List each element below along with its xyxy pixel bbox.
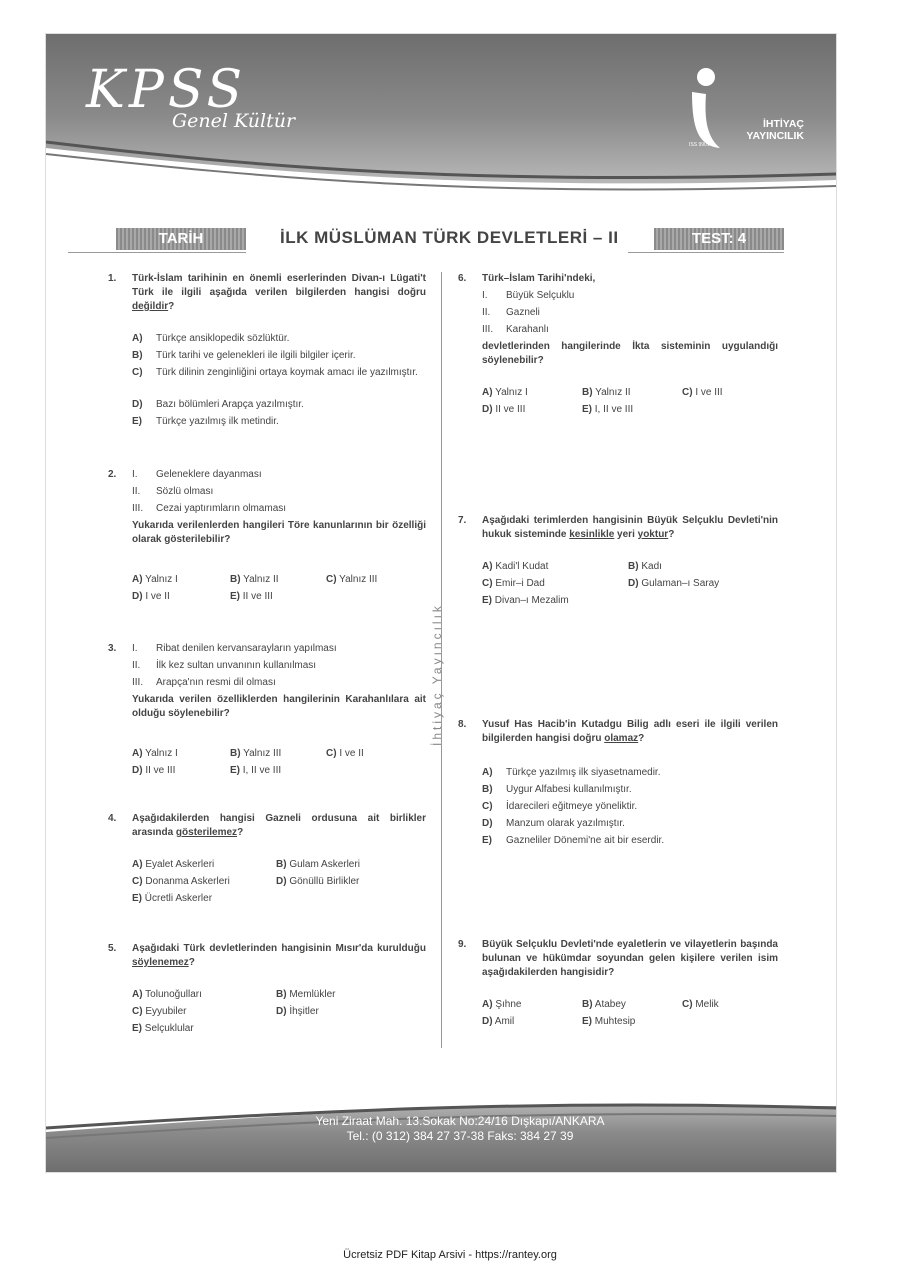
test-tag: TEST: 4 [654,228,784,250]
question-text: Türk-İslam tarihinin en önemli eserlerinden Divan-ı Lügati't Türk ile ilgili aşağıda verilen bilgilerden hangisi doğru değildir? [132,273,426,312]
roman-item: II. İlk kez sultan unvanının kullanılması [132,660,317,671]
option-b[interactable]: B) Yalnız II [230,574,279,585]
option-a[interactable]: A) Türkçe ansiklopedik sözlüktür. [132,333,290,344]
roman-item: III. Karahanlı [482,324,549,335]
option-c[interactable]: C) Melik [682,999,719,1010]
option-e[interactable]: E) I, II ve III [230,765,282,776]
option-b[interactable]: B) Kadı [628,561,662,572]
left-column [108,272,426,1072]
option-e[interactable]: E) Divan–ı Mezalim [482,595,569,606]
question-number: 9. [458,939,467,950]
roman-item: II. Gazneli [482,307,540,318]
subject-tag: TARİH [116,228,246,250]
roman-item: I. Geleneklere dayanması [132,469,262,480]
option-c[interactable]: C) Eyyubiler [132,1006,187,1017]
kpss-logo: KPSS [86,60,247,120]
option-d[interactable]: D) II ve III [482,404,526,415]
option-e[interactable]: E) Gazneliler Dönemi'ne ait bir eserdir. [482,835,665,846]
publisher-side-text: İhtiyaç Yayıncılık [430,603,444,746]
question-number: 5. [108,943,117,954]
option-a[interactable]: A) Yalnız I [132,574,178,585]
option-b[interactable]: B) Yalnız III [230,748,282,759]
option-a[interactable]: A) Yalnız I [482,387,528,398]
option-c[interactable]: C) I ve III [682,387,723,398]
question-text: Aşağıdakilerden hangisi Gazneli ordusuna ait birlikler arasında gösterilemez? [132,813,426,838]
option-e[interactable]: E) Muhtesip [582,1016,636,1027]
question-text: Aşağıdaki Türk devletlerinden hangisinin Mısır'da kurulduğu söylenemez? [132,943,426,968]
option-c[interactable]: C) Yalnız III [326,574,378,585]
option-a[interactable]: A) Türkçe yazılmış ilk siyasetnamedir. [482,767,661,778]
question-number: 3. [108,643,117,654]
option-b[interactable]: B) Yalnız II [582,387,631,398]
option-c[interactable]: C) Türk dilinin zenginliğini ortaya koymak amacı ile yazılmıştır. [132,367,418,378]
option-b[interactable]: B) Türk tarihi ve gelenekleri ile ilgili bilgiler içerir. [132,350,356,361]
option-a[interactable]: A) Kadi'l Kudat [482,561,549,572]
option-a[interactable]: A) Tolunoğulları [132,989,202,1000]
option-e[interactable]: E) Türkçe yazılmış ilk metindir. [132,416,279,427]
option-c[interactable]: C) I ve II [326,748,364,759]
option-d[interactable]: D) Manzum olarak yazılmıştır. [482,818,625,829]
roman-item: I. Ribat denilen kervansarayların yapılması [132,643,337,654]
option-d[interactable]: D) Gulaman–ı Saray [628,578,720,589]
question-head: Türk–İslam Tarihi'ndeki, [482,273,596,284]
option-a[interactable]: A) Eyalet Askerleri [132,859,215,870]
option-b[interactable]: B) Uygur Alfabesi kullanılmıştır. [482,784,632,795]
option-a[interactable]: A) Yalnız I [132,748,178,759]
option-d[interactable]: D) Bazı bölümleri Arapça yazılmıştır. [132,399,304,410]
option-d[interactable]: D) Amil [482,1016,515,1027]
option-a[interactable]: A) Şıhne [482,999,522,1010]
option-d[interactable]: D) II ve III [132,765,176,776]
question-number: 1. [108,273,117,284]
bottom-source-note: Ücretsiz PDF Kitap Arsivi - https://rantey.org [343,1249,557,1261]
option-e[interactable]: E) Ücretli Askerler [132,893,213,904]
logo-subtitle: Genel Kültür [172,110,296,132]
option-c[interactable]: C) Emir–i Dad [482,578,545,589]
question-number: 8. [458,719,467,730]
option-c[interactable]: C) İdarecileri eğitmeye yöneliktir. [482,801,638,812]
question-number: 2. [108,469,117,480]
address-line: Yeni Ziraat Mah. 13.Sokak No:24/16 Dışkapı/ANKARA [315,1114,605,1128]
roman-item: III. Cezai yaptırımların olmaması [132,503,287,514]
question-text: Yusuf Has Hacib'in Kutadgu Bilig adlı eseri ile ilgili verilen bilgilerden hangisi doğru olamaz? [482,719,778,744]
roman-item: III. Arapça'nın resmi dil olması [132,677,276,688]
page-title: İLK MÜSLÜMAN TÜRK DEVLETLERİ – II [280,228,619,247]
option-e[interactable]: E) II ve III [230,591,273,602]
question-text: devletlerinden hangilerinde İkta sisteminin uygulandığı söylenebilir? [482,341,778,366]
test-tag-underline [628,252,784,253]
question-text: Büyük Selçuklu Devleti'nde eyaletlerin ve vilayetlerin başında bulunan ve hükümdar soyundan gelen kişilere verilen isim aşağıdakilerden hangisidir? [482,939,778,978]
title-row [68,226,747,256]
subject-tag-underline [68,252,246,253]
question-number: 4. [108,813,117,824]
roman-item: I. Büyük Selçuklu [482,290,575,301]
footer-address [300,1114,620,1144]
worksheet-page [46,34,836,1172]
question-text: Yukarıda verilen özelliklerden hangilerinin Karahanlılara ait olduğu söylenebilir? [132,694,426,719]
option-b[interactable]: B) Atabey [582,999,626,1010]
option-e[interactable]: E) I, II ve III [582,404,634,415]
option-d[interactable]: D) İhşitler [276,1006,319,1017]
roman-item: II. Sözlü olması [132,486,214,497]
question-text: Yukarıda verilenlerden hangileri Töre kanunlarının bir özelliği olarak gösterilebilir? [132,520,426,545]
right-column [458,272,778,1072]
option-d[interactable]: D) Gönüllü Birlikler [276,876,360,887]
option-b[interactable]: B) Gulam Askerleri [276,859,360,870]
option-e[interactable]: E) Selçuklular [132,1023,194,1034]
option-d[interactable]: D) I ve II [132,591,170,602]
option-c[interactable]: C) Donanma Askerleri [132,876,230,887]
question-text: Aşağıdaki terimlerden hangisinin Büyük Selçuklu Devleti'nin hukuk sisteminde kesinlikle yeri yoktur? [482,515,778,540]
publisher-name: İHTİYAÇ YAYINCILIK [746,118,804,142]
isbn-text: ISS 9901 [689,142,710,148]
option-b[interactable]: B) Memlükler [276,989,336,1000]
question-number: 7. [458,515,467,526]
question-number: 6. [458,273,467,284]
phone-line: Tel.: (0 312) 384 27 37-38 Faks: 384 27 39 [346,1129,574,1143]
